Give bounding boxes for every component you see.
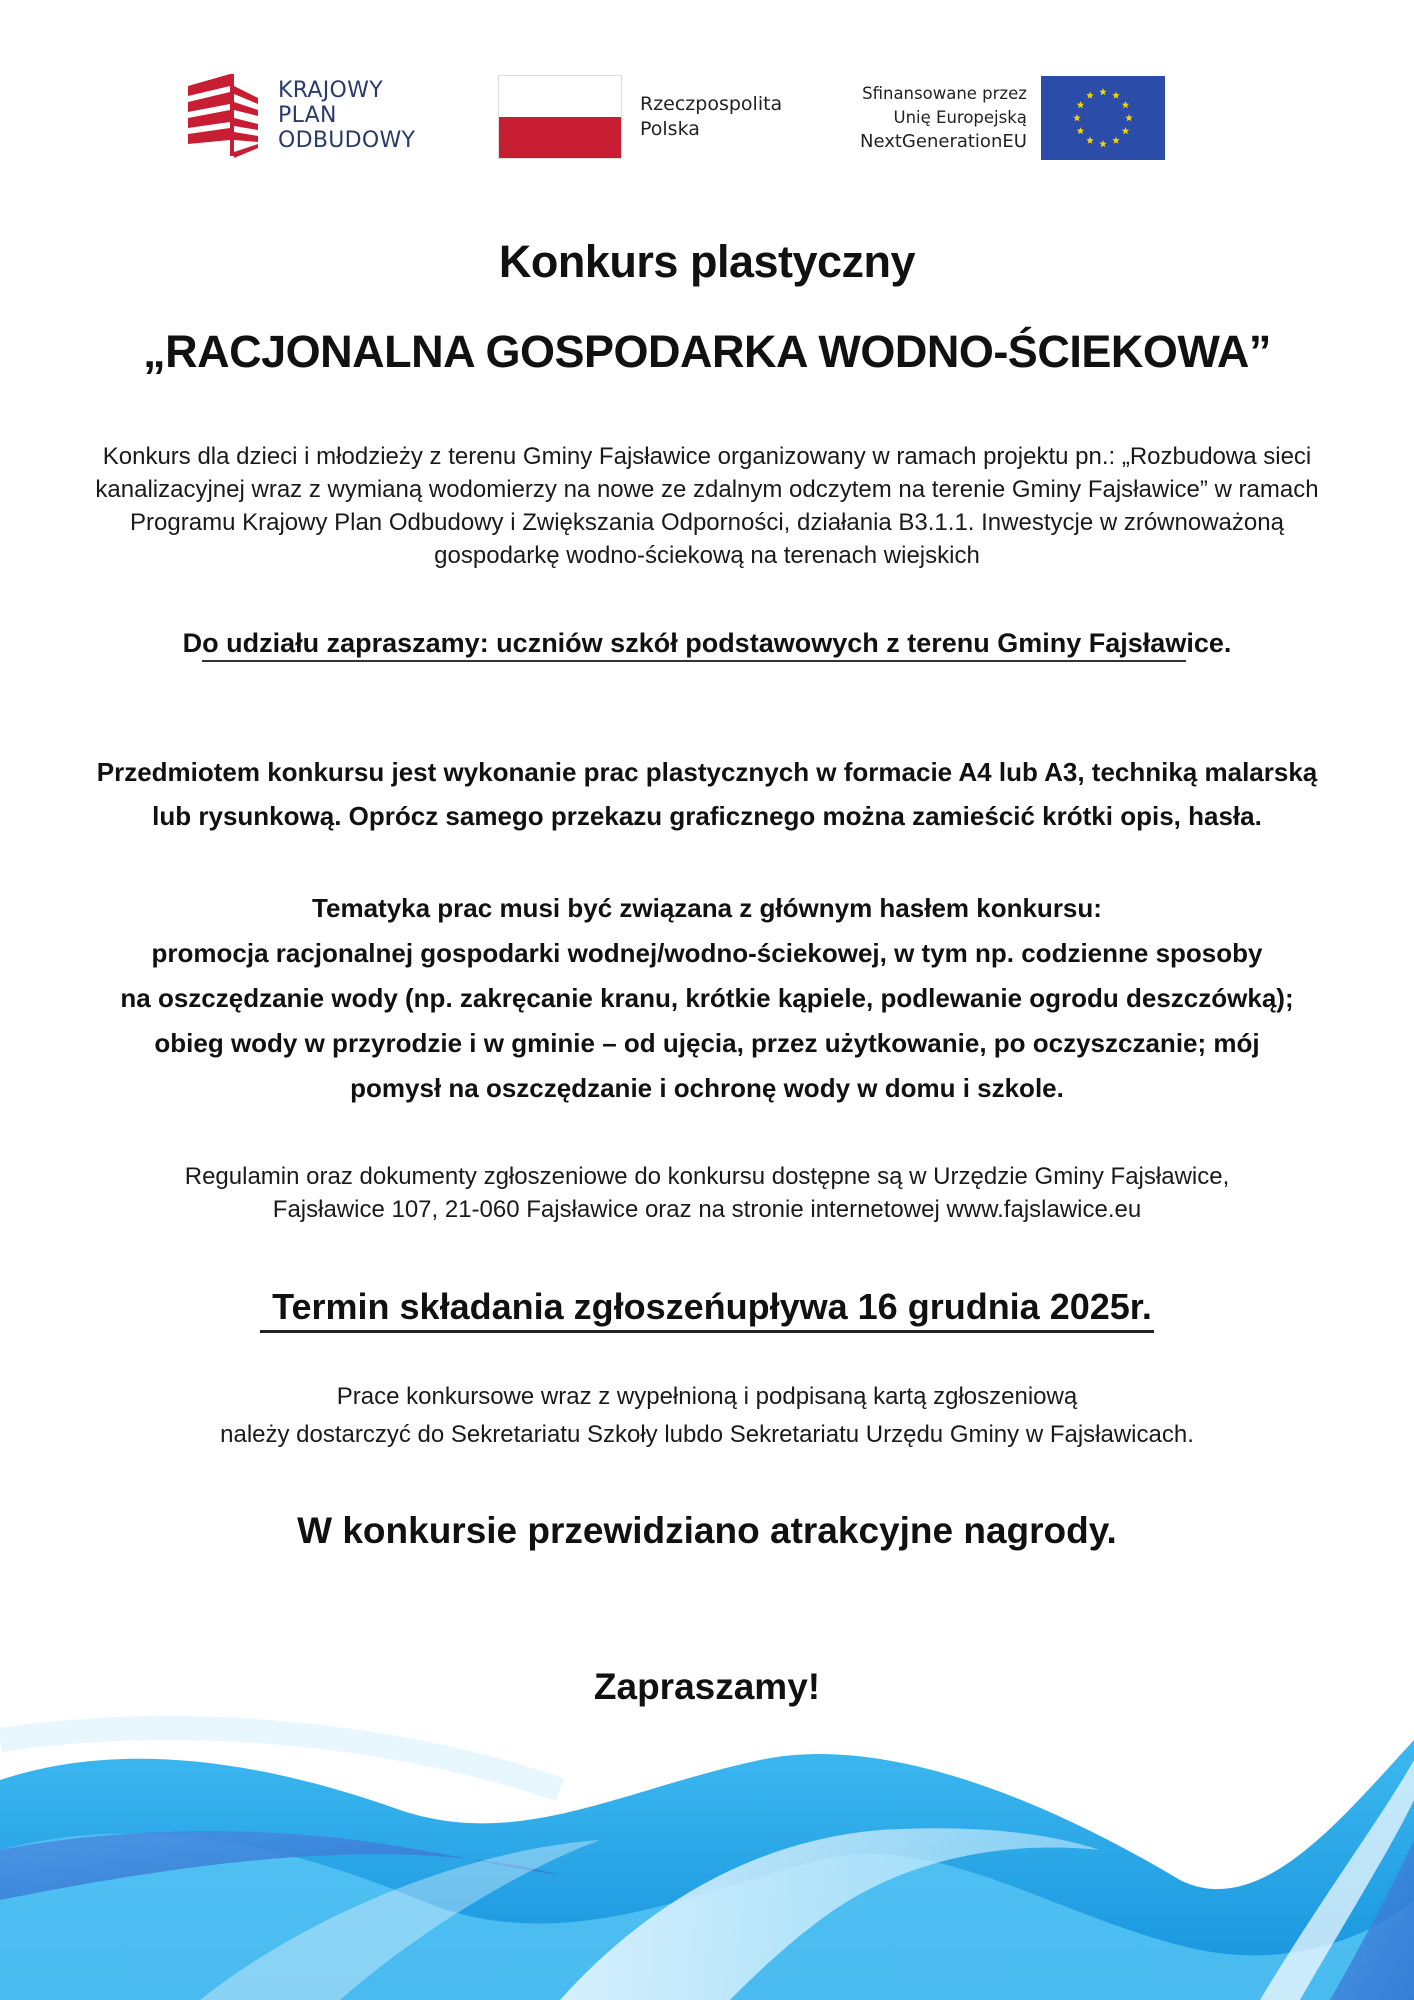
eu-line-1: Sfinansowane przez	[862, 84, 1027, 103]
kpo-building-icon	[186, 72, 262, 158]
rules-line: Regulamin oraz dokumenty zgłoszeniowe do konkursu dostępne są w Urzędzie Gminy Fajsławice,	[184, 1163, 1230, 1190]
theme-line: obieg wody w przyrodzie i w gminie – od ujęcia, przez użytkowanie, po oczyszczanie; mój	[154, 1028, 1260, 1058]
eu-logo-text	[860, 82, 1027, 154]
eu-star-icon	[1077, 101, 1085, 108]
poland-logo-text	[640, 92, 782, 142]
eu-star-icon	[1112, 137, 1120, 144]
eu-star-icon	[1125, 114, 1133, 121]
eu-line-2: Unię Europejską	[893, 108, 1027, 127]
eu-star-icon	[1112, 91, 1120, 98]
eu-star-icon	[1099, 88, 1107, 95]
rules-info	[40, 1160, 1374, 1226]
kpo-logo	[186, 72, 415, 158]
delivery-line: należy dostarczyć do Sekretariatu Szkoły lubdo Sekretariatu Urzędu Gminy w Fajsławicach.	[220, 1421, 1194, 1448]
logo-banner	[160, 52, 1220, 176]
contest-subject	[40, 750, 1374, 838]
intro-line: kanalizacyjnej wraz z wymianą wodomierzy na nowe ze zdalnym odczytem na terenie Gminy Fajsławice” w ramach	[95, 476, 1319, 503]
theme-line: promocja racjonalnej gospodarki wodnej/wodno-ściekowej, w tym np. codzienne sposoby	[151, 938, 1263, 968]
subject-line: lub rysunkową. Oprócz samego przekazu graficznego można zamieścić krótki opis, hasła.	[152, 801, 1262, 831]
eu-flag-icon	[1041, 76, 1165, 160]
invite-last: ice.	[1186, 628, 1232, 658]
eu-stars-icon	[1041, 76, 1165, 160]
eu-star-icon	[1086, 91, 1094, 98]
water-waves-decoration	[0, 1700, 1414, 2000]
eu-line-3: NextGenerationEU	[860, 131, 1027, 152]
kpo-line-3: ODBUDOWY	[278, 127, 416, 153]
eu-star-icon	[1077, 127, 1085, 134]
kpo-line-1: KRAJOWY	[278, 77, 383, 103]
title-theme: „RACJONALNA GOSPODARKA WODNO-ŚCIEKOWA”	[143, 326, 1271, 377]
intro-line: Konkurs dla dzieci i młodzieży z terenu Gminy Fajsławice organizowany w ramach projektu pn.: „Rozbudowa sieci	[102, 443, 1312, 470]
polish-flag-icon	[498, 75, 622, 159]
intro-line: gospodarkę wodno-ściekową na terenach wiejskich	[434, 542, 980, 569]
invite-underlined: o udziału zapraszamy: uczniów szkół podstawowych z terenu Gminy Fajsław	[202, 628, 1186, 662]
delivery-line: Prace konkursowe wraz z wypełnioną i podpisaną kartą zgłoszeniową	[336, 1383, 1078, 1410]
intro-line: Programu Krajowy Plan Odbudowy i Zwiększania Odporności, działania B3.1.1. Inwestycje w zrównoważoną	[130, 509, 1284, 536]
poland-line-1: Rzeczpospolita	[640, 93, 783, 115]
eu-star-icon	[1073, 114, 1081, 121]
prizes-note: W konkursie przewidziano atrakcyjne nagrody.	[297, 1510, 1117, 1551]
eu-star-icon	[1086, 137, 1094, 144]
theme-line: Tematyka prac musi być związana z głównym hasłem konkursu:	[312, 893, 1102, 923]
eu-star-icon	[1099, 140, 1107, 147]
theme-line: na oszczędzanie wody (np. zakręcanie kranu, krótkie kąpiele, podlewanie ogrodu deszczówką);	[120, 983, 1294, 1013]
participants-invitation	[40, 628, 1374, 659]
intro-paragraph	[40, 440, 1374, 572]
deadline-text: Termin składania zgłoszeńupływa 16 grudnia 2025r.	[260, 1286, 1154, 1333]
subject-line: Przedmiotem konkursu jest wykonanie prac plastycznych w formacie A4 lub A3, techniką malarską	[96, 757, 1318, 787]
contest-theme	[40, 886, 1374, 1111]
poland-line-2: Polska	[640, 118, 700, 140]
title-contest: Konkurs plastyczny	[498, 236, 916, 287]
poland-logo	[498, 75, 782, 159]
invite-first: D	[182, 628, 203, 658]
eu-star-icon	[1122, 101, 1130, 108]
closing-invitation: Zapraszamy!	[593, 1666, 821, 1707]
deadline	[40, 1286, 1374, 1328]
kpo-logo-text	[278, 78, 415, 153]
eu-logo	[860, 76, 1165, 160]
eu-star-icon	[1122, 127, 1130, 134]
delivery-info	[40, 1378, 1374, 1454]
rules-line: Fajsławice 107, 21-060 Fajsławice oraz na stronie internetowej www.fajslawice.eu	[272, 1196, 1142, 1223]
theme-line: pomysł na oszczędzanie i ochronę wody w domu i szkole.	[350, 1073, 1064, 1103]
kpo-line-2: PLAN	[278, 102, 337, 128]
